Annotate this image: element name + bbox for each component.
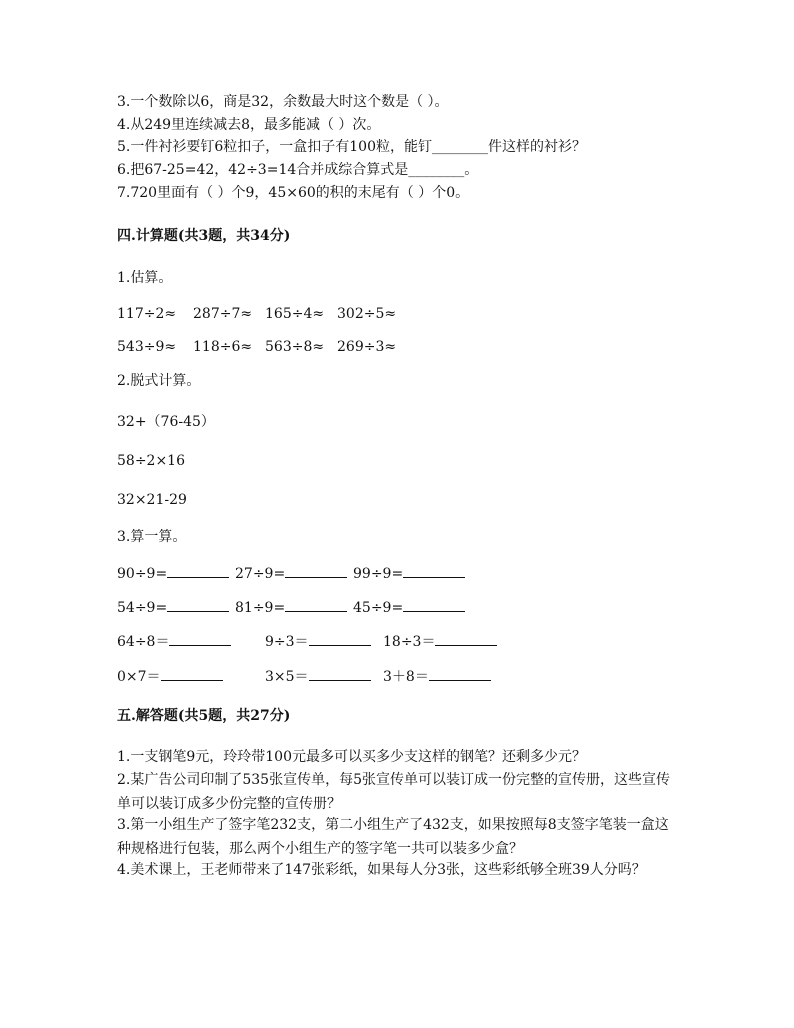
fill-in-question-4: 4.从249里连续减去8，最多能减（ ）次。 xyxy=(117,117,381,133)
step-calc-item: 32+（76-45） xyxy=(117,414,215,430)
answer-blank[interactable] xyxy=(309,666,371,681)
step-calc-item: 32×21-29 xyxy=(117,492,187,508)
step-calc-title: 2.脱式计算。 xyxy=(117,373,201,389)
word-problem-2: 2.某广告公司印制了535张宣传单，每5张宣传单可以装订成一份完整的宣传册，这些宣传单可以装订成多少份完整的宣传册？ xyxy=(117,772,670,812)
answer-blank[interactable] xyxy=(167,597,229,612)
section-4-title: 四.计算题(共3题，共34分) xyxy=(117,228,291,244)
answer-blank[interactable] xyxy=(285,597,347,612)
compute-item: 3×5＝ xyxy=(265,666,371,687)
estimate-item: 543÷9≈ xyxy=(117,339,177,355)
fill-in-question-7: 7.720里面有（ ）个9，45×60的积的末尾有（ ）个0。 xyxy=(117,185,470,201)
answer-blank[interactable] xyxy=(435,631,497,646)
compute-item: 90÷9= xyxy=(117,563,229,584)
compute-title: 3.算一算。 xyxy=(117,529,187,545)
section-5-title: 五.解答题(共5题，共27分) xyxy=(117,708,291,724)
step-calc-item: 58÷2×16 xyxy=(117,453,185,469)
estimate-title: 1.估算。 xyxy=(117,270,173,286)
estimate-item: 287÷7≈ xyxy=(193,306,253,322)
answer-blank[interactable] xyxy=(169,631,231,646)
answer-blank[interactable] xyxy=(403,563,465,578)
word-problem-4: 4.美术课上，王老师带来了147张彩纸，如果每人分3张，这些彩纸够全班39人分吗？ xyxy=(117,862,646,878)
compute-item: 3＋8＝ xyxy=(383,666,491,687)
answer-blank[interactable] xyxy=(285,563,347,578)
estimate-item: 563÷8≈ xyxy=(265,339,325,355)
estimate-item: 302÷5≈ xyxy=(337,306,397,322)
fill-in-question-5: 5.一件衬衫要钉6粒扣子，一盒扣子有100粒，能钉________件这样的衬衫？ xyxy=(117,139,586,155)
compute-item: 27÷9= xyxy=(235,563,347,584)
compute-item: 81÷9= xyxy=(235,597,347,618)
answer-blank[interactable] xyxy=(309,631,371,646)
answer-blank[interactable] xyxy=(161,666,223,681)
compute-item: 45÷9= xyxy=(353,597,465,618)
compute-item: 54÷9= xyxy=(117,597,229,618)
answer-blank[interactable] xyxy=(403,597,465,612)
compute-item: 99÷9= xyxy=(353,563,465,584)
compute-item: 64÷8＝ xyxy=(117,631,231,652)
estimate-item: 269÷3≈ xyxy=(337,339,397,355)
compute-item: 18÷3＝ xyxy=(383,631,497,652)
fill-in-question-6: 6.把67-25=42，42÷3=14合并成综合算式是________。 xyxy=(117,162,479,178)
fill-in-question-3: 3.一个数除以6，商是32，余数最大时这个数是（ ）。 xyxy=(117,94,449,110)
estimate-item: 117÷2≈ xyxy=(117,306,177,322)
word-problem-1: 1.一支钢笔9元，玲玲带100元最多可以买多少支这样的钢笔？还剩多少元？ xyxy=(117,749,586,765)
estimate-item: 118÷6≈ xyxy=(193,339,253,355)
compute-item: 0×7＝ xyxy=(117,666,223,687)
answer-blank[interactable] xyxy=(429,666,491,681)
answer-blank[interactable] xyxy=(167,563,229,578)
word-problem-3: 3.第一小组生产了签字笔232支，第二小组生产了432支，如果按照每8支签字笔装一盒这种规格进行包装，那么两个小组生产的签字笔一共可以装多少盒？ xyxy=(117,817,669,857)
estimate-item: 165÷4≈ xyxy=(265,306,325,322)
compute-item: 9÷3＝ xyxy=(265,631,371,652)
